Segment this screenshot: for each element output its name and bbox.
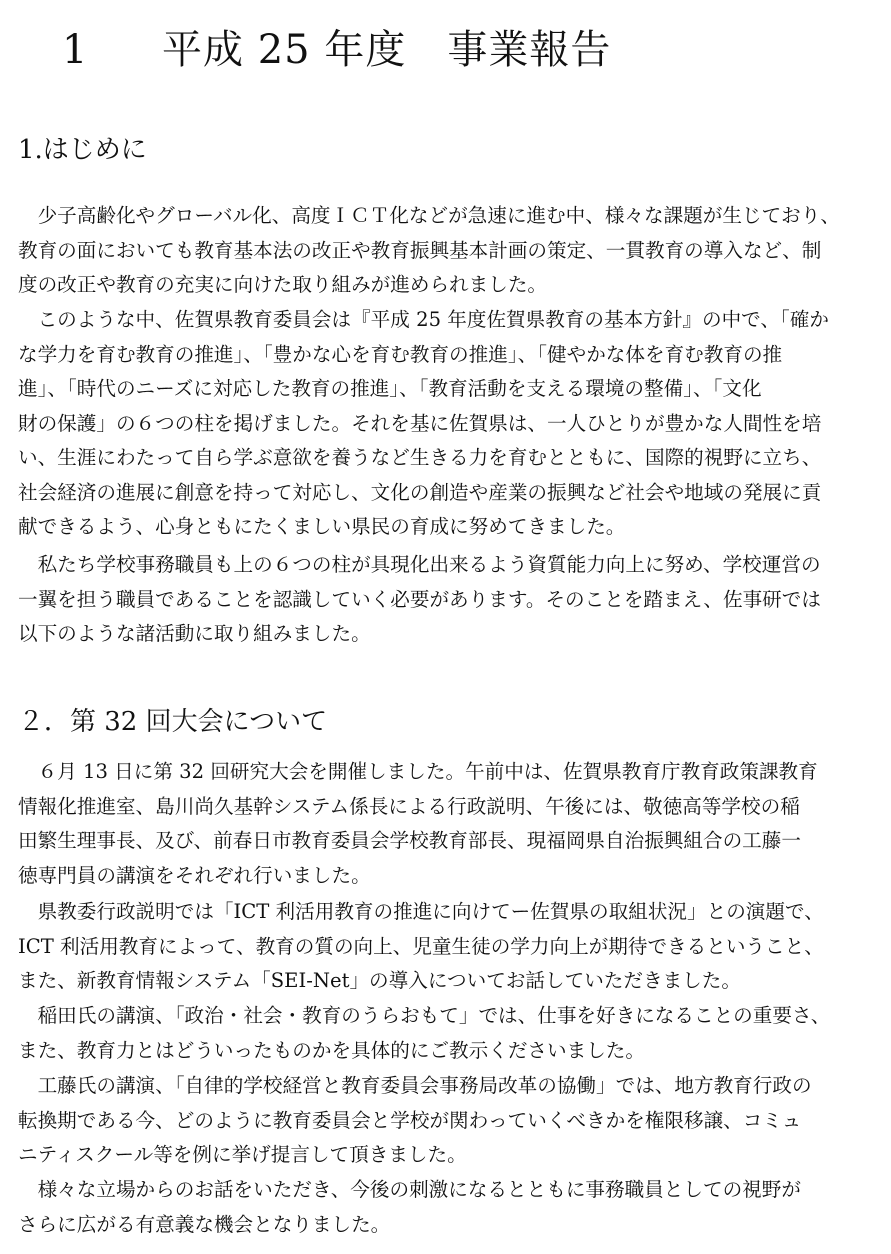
text-line: ニティスクール等を例に挙げ提言して頂きました。	[18, 1143, 467, 1166]
text-line: 田繁生理事長、及び、前春日市教育委員会学校教育部長、現福岡県自治振興組合の工藤一	[18, 829, 801, 852]
text-line: また、新教育情報システム「SEI-Net」の導入についてお話していただきました。	[18, 969, 741, 992]
text-line: 私たち学校事務職員も上の６つの柱が具現化出来るよう資質能力向上に努め、学校運営の	[18, 553, 821, 576]
text-line: 県教委行政説明では「ICT 利活用教育の推進に向けてー佐賀県の取組状況」との演題で、	[18, 900, 824, 923]
text-line: 少子高齢化やグローバル化、高度ＩＣＴ化などが急速に進む中、様々な課題が生じており、	[18, 204, 840, 227]
conference-paragraph-2	[18, 895, 858, 999]
intro-paragraph-2	[18, 303, 858, 545]
intro-paragraph-1	[18, 199, 858, 303]
intro-paragraph-3	[18, 548, 858, 652]
title-text: 平成 25 年度 事業報告	[162, 27, 612, 73]
section-heading-conference: ２．第 32 回大会について	[18, 707, 328, 737]
text-line: 社会経済の進展に創意を持って対応し、文化の創造や産業の振興など社会や地域の発展に貢	[18, 480, 822, 504]
text-line: 様々な立場からのお話をいただき、今後の刺激になるとともに事務職員としての視野が	[18, 1178, 801, 1201]
text-line: 財の保護」の６つの柱を掲げました。それを基に佐賀県は、一人ひとりが豊かな人間性を培	[18, 411, 822, 435]
text-line: 一翼を担う職員であることを認識していく必要があります。そのことを踏まえ、佐事研では	[18, 587, 821, 611]
text-line: 工藤氏の講演、「自律的学校経営と教育委員会事務局改革の協働」では、地方教育行政の	[18, 1074, 812, 1097]
text-line: 献できるよう、心身ともにたくましい県民の育成に努めてきました。	[18, 515, 626, 538]
text-line: 教育の面においても教育基本法の改正や教育振興基本計画の策定、一貫教育の導入など、制	[18, 238, 822, 262]
text-line: 情報化推進室、島川尚久基幹システム係長による行政説明、午後には、敬徳高等学校の稲	[18, 794, 800, 818]
text-line: さらに広がる有意義な機会となりました。	[18, 1212, 391, 1236]
title-number: 1	[62, 27, 89, 73]
text-line: 転換期である今、どのように教育委員会と学校が関わっていくべきかを権限移譲、コミュ	[18, 1108, 802, 1132]
text-line: また、教育力とはどういったものかを具体的にご教示くださいました。	[18, 1038, 645, 1062]
text-line: い、生涯にわたって自ら学ぶ意欲を養うなど生きる力を育むとともに、国際的視野に立ち、	[18, 446, 822, 469]
conference-paragraph-4	[18, 1069, 858, 1173]
conference-paragraph-3	[18, 999, 858, 1068]
text-line: ICT 利活用教育によって、教育の質の向上、児童生徒の学力向上が期待できるということ、	[18, 934, 824, 958]
text-line: このような中、佐賀県教育委員会は『平成 25 年度佐賀県教育の基本方針』の中で、「確か	[18, 308, 829, 331]
conference-paragraph-5	[18, 1173, 858, 1242]
conference-paragraph-1	[18, 755, 858, 893]
text-line: 進」、「時代のニーズに対応した教育の推進」、「教育活動を支える環境の整備」、「文化	[18, 377, 762, 400]
text-line: 度の改正や教育の充実に向けた取り組みが進められました。	[18, 273, 548, 296]
text-line: な学力を育む教育の推進」、「豊かな心を育む教育の推進」、「健やかな体を育む教育の推	[18, 342, 783, 366]
text-line: 徳専門員の講演をそれぞれ行いました。	[18, 863, 371, 887]
text-line: 以下のような諸活動に取り組みました。	[18, 622, 371, 645]
text-line: 稲田氏の講演、「政治・社会・教育のうらおもて」では、仕事を好きになることの重要さ、	[18, 1004, 831, 1027]
text-line: ６月 13 日に第 32 回研究大会を開催しました。午前中は、佐賀県教育庁教育政策課教育	[18, 760, 818, 783]
page-title	[62, 22, 611, 78]
section-heading-introduction: 1.はじめに	[18, 135, 147, 165]
